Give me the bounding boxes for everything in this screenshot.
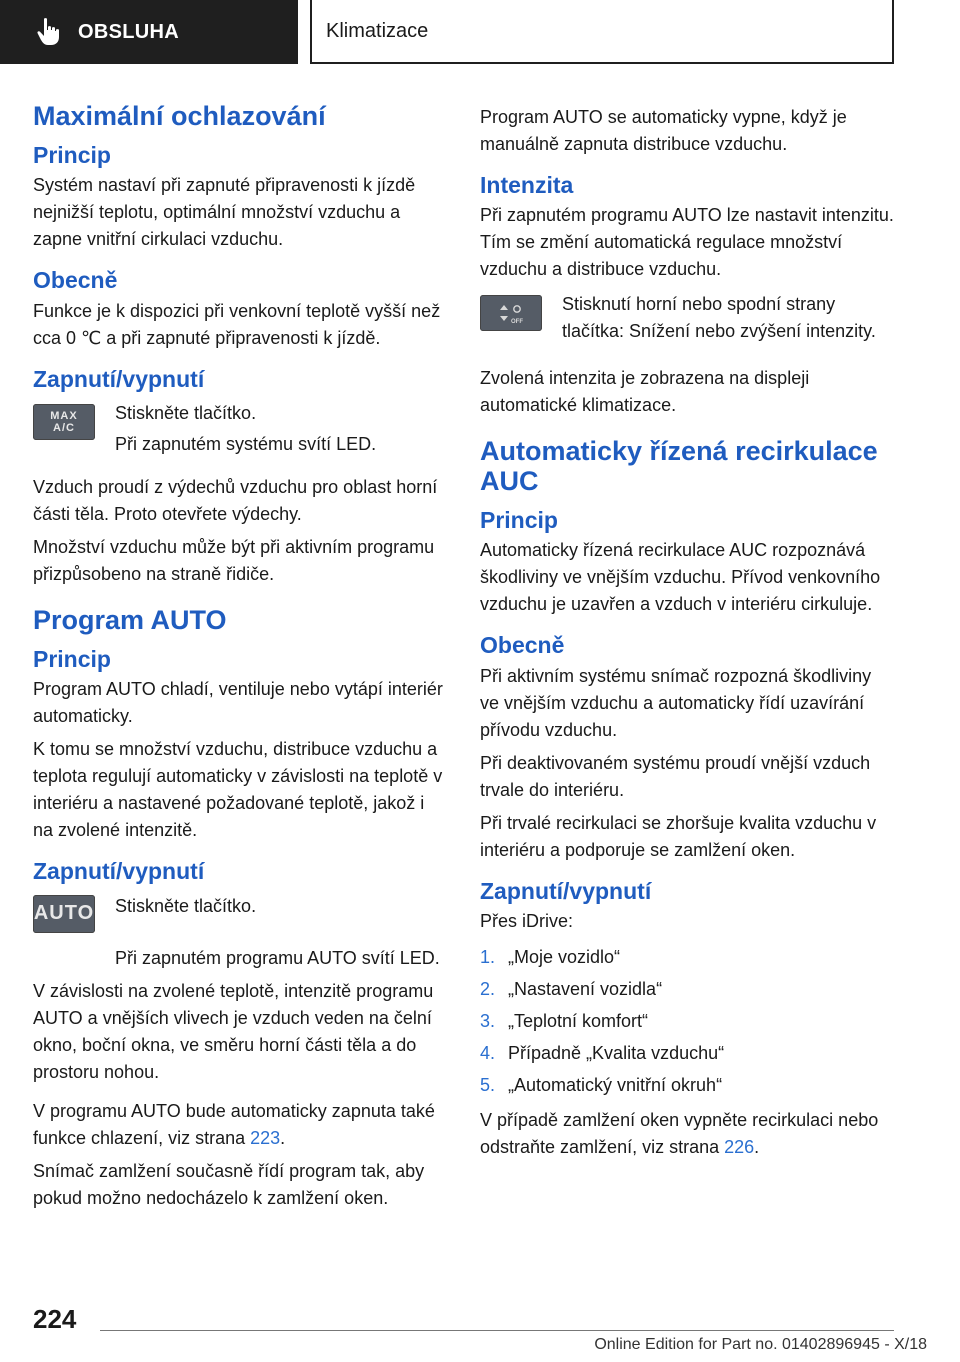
- step-number: 3.: [480, 1011, 496, 1032]
- subheading-on-off-3: Zapnutí/vypnutí: [480, 877, 652, 904]
- text-auto-1: Program AUTO chladí, ventiluje nebo vytápí interiér automaticky.: [33, 679, 443, 727]
- page-link-226[interactable]: 226: [724, 1137, 755, 1158]
- text-auto-2: K tomu se množství vzduchu, distribuce vzduchu a teplota regulují automaticky v závislosti na teplotě v interiéru a nastavené požadované teplotě, jakož i na zvolené intenzitě.: [33, 739, 443, 841]
- intensity-instruction: [480, 291, 894, 361]
- max-ac-step2: Při zapnutém systému svítí LED.: [115, 434, 377, 454]
- list-item: [480, 1037, 894, 1069]
- text-auc: Automaticky řízená recirkulace AUC rozpoznává škodliviny ve vnějším vzduchu. Přívod venkovního vzduchu je uzavřen a vzduch v interiéru cirkuluje.: [480, 540, 881, 615]
- subheading-principle-3: Princip: [480, 506, 558, 533]
- idrive-steps: [480, 941, 894, 1101]
- section-title: OBSLUHA: [78, 20, 179, 43]
- text-principle: Systém nastaví při zapnuté připravenosti k jízdě nejnižší teplotu, optimální množství vzduchu a zapne vnitřní cirkulaci vzduchu.: [33, 175, 416, 250]
- max-ac-step1: Stiskněte tlačítko.: [115, 403, 257, 423]
- subheading-general: Obecně: [33, 267, 118, 294]
- text-cooling-ref-end: .: [280, 1127, 286, 1148]
- step-number: 4.: [480, 1043, 496, 1064]
- max-ac-instruction: [33, 400, 447, 470]
- list-item: [480, 973, 894, 1005]
- intensity-step: Stisknutí horní nebo spodní strany tlačítka: Snížení nebo zvýšení intenzity.: [562, 294, 876, 342]
- left-column: [33, 96, 447, 1218]
- hand-pointer-icon: [36, 17, 62, 47]
- step-text: „Moje vozidlo“: [508, 947, 621, 968]
- step-number: 2.: [480, 979, 496, 1000]
- heading-auto-program: Program AUTO: [33, 605, 227, 635]
- subheading-intensity: Intenzita: [480, 172, 574, 198]
- section-tab: [0, 0, 298, 64]
- max-ac-label-line2: A/C: [53, 422, 75, 434]
- text-via-idrive: Přes iDrive:: [480, 911, 574, 932]
- subheading-principle: Princip: [33, 141, 111, 168]
- text-fog-sensor: Snímač zamlžení současně řídí program tak, aby pokud možno nedocházelo k zamlžení oken.: [33, 1160, 425, 1208]
- step-text: „Automatický vnitřní okruh“: [508, 1075, 723, 1096]
- fan-icon: [496, 300, 526, 326]
- step-text: Případně „Kvalita vzduchu“: [508, 1043, 725, 1064]
- page-header: [0, 0, 960, 66]
- auto-text: [115, 893, 447, 920]
- step-number: 5.: [480, 1075, 496, 1096]
- page-footer: [0, 1296, 960, 1362]
- chapter-title: Klimatizace: [326, 19, 429, 42]
- fan-off-label: OFF: [511, 319, 523, 326]
- text-fog-ref-end: .: [754, 1137, 760, 1158]
- auto-button-icon: AUTO: [33, 895, 95, 933]
- text-general: Funkce je k dispozici při venkovní teplotě vyšší než cca 0 ℃ a při zapnuté připravenosti k jízdě.: [33, 300, 441, 348]
- text-dependence: V závislosti na zvolené teplotě, intenzitě programu AUTO a vnějších vlivech je vzduch veden na čelní okno, boční okna, ve směru horní části těla a do prostoru nohou.: [33, 980, 434, 1082]
- step-number: 1.: [480, 947, 496, 968]
- list-item: [480, 1005, 894, 1037]
- text-intensity-display: Zvolená intenzita je zobrazena na displeji automatické klimatizace.: [480, 368, 810, 416]
- text-general-2c: Při trvalé recirkulaci se zhoršuje kvalita vzduchu v interiéru a podporuje se zamlžení oken.: [480, 812, 877, 860]
- text-air-flow: Vzduch proudí z výdechů vzduchu pro oblast horní části těla. Proto otevřete výdechy.: [33, 477, 438, 524]
- subheading-on-off-2: Zapnutí/vypnutí: [33, 858, 205, 885]
- text-intensity: Při zapnutém programu AUTO lze nastavit intenzitu. Tím se změní automatická regulace množství vzduchu a distribuce vzduchu.: [480, 205, 894, 280]
- text-air-amount: Množství vzduchu může být při aktivním programu přizpůsobeno na straně řidiče.: [33, 537, 435, 584]
- chapter-tab: [310, 0, 894, 64]
- max-ac-label-line1: MAX: [50, 410, 78, 422]
- heading-max-cooling: Maximální ochlazování: [33, 101, 326, 131]
- max-ac-text: [115, 400, 447, 458]
- text-general-2b: Při deaktivovaném systému proudí vnější vzduch trvale do interiéru.: [480, 752, 871, 800]
- footer-divider: [100, 1330, 894, 1331]
- right-column: [480, 96, 894, 1167]
- heading-auc: Automaticky řízená recirkulace AUC: [480, 436, 878, 497]
- subheading-on-off: Zapnutí/vypnutí: [33, 365, 205, 392]
- list-item: [480, 941, 894, 973]
- subheading-principle-2: Princip: [33, 645, 111, 672]
- auto-step2: Při zapnutém programu AUTO svítí LED.: [115, 947, 440, 968]
- text-cooling-ref-body: V programu AUTO bude automaticky zapnuta také funkce chlazení, viz strana: [33, 1100, 435, 1148]
- list-item: [480, 1069, 894, 1101]
- step-text: „Nastavení vozidla“: [508, 979, 663, 1000]
- max-ac-button-icon: [33, 404, 95, 440]
- edition-info: Online Edition for Part no. 01402896945 - X/18: [594, 1336, 927, 1353]
- auto-instruction: [33, 893, 447, 951]
- auto-step1: Stiskněte tlačítko.: [115, 895, 257, 916]
- text-general-2a: Při aktivním systému snímač rozpozná škodliviny ve vnějším vzduchu a automaticky řídí uzavírání přívodu vzduchu.: [480, 665, 872, 740]
- step-text: „Teplotní komfort“: [508, 1011, 649, 1032]
- page-number: 224: [33, 1304, 77, 1334]
- page-link-223[interactable]: 223: [250, 1127, 281, 1148]
- intensity-button-icon: [480, 295, 542, 331]
- text-cooling-ref: [33, 1098, 447, 1152]
- text-fog-ref-body: V případě zamlžení oken vypněte recirkulaci nebo odstraňte zamlžení, viz strana: [480, 1110, 879, 1158]
- text-auto-off: Program AUTO se automaticky vypne, když je manuálně zapnuta distribuce vzduchu.: [480, 107, 847, 154]
- text-fog-ref: [480, 1107, 894, 1161]
- intensity-text: [562, 291, 894, 345]
- subheading-general-2: Obecně: [480, 632, 565, 659]
